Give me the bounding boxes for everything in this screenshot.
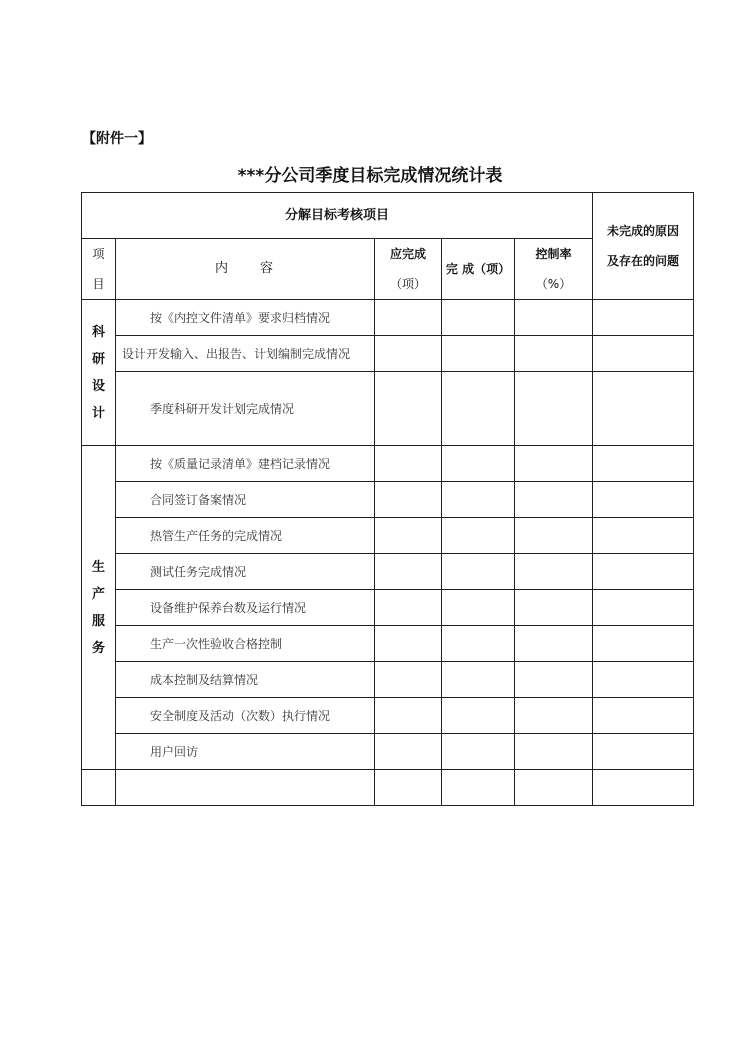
table-row (82, 626, 694, 662)
cell-control-rate[interactable] (515, 300, 593, 336)
cell-should-complete[interactable] (375, 590, 442, 626)
group-label-char: 服 (91, 613, 105, 629)
cell-should-complete[interactable] (375, 482, 442, 518)
header-control-rate (515, 239, 593, 300)
item-content: 季度科研开发计划完成情况 (116, 372, 375, 446)
table-row (82, 482, 694, 518)
cell-reason[interactable] (593, 300, 694, 336)
cell-completed[interactable] (442, 626, 515, 662)
table-row (82, 300, 694, 336)
item-content: 设备维护保养台数及运行情况 (116, 590, 375, 626)
cell-completed[interactable] (442, 698, 515, 734)
header-project-line1: 项 (92, 247, 105, 261)
cell-control-rate[interactable] (515, 698, 593, 734)
cell-completed[interactable] (442, 336, 515, 372)
cell-reason[interactable] (593, 590, 694, 626)
statistics-table (81, 192, 694, 806)
cell-reason[interactable] (593, 372, 694, 446)
cell-control-rate[interactable] (515, 518, 593, 554)
table-row-empty (82, 770, 694, 806)
group-label-production-service (82, 446, 116, 770)
cell-reason[interactable] (593, 698, 694, 734)
group-label-char: 务 (91, 640, 105, 656)
item-content: 成本控制及结算情况 (116, 662, 375, 698)
cell-reason[interactable] (593, 626, 694, 662)
cell-should-complete[interactable] (375, 300, 442, 336)
cell-should-complete[interactable] (375, 336, 442, 372)
cell-completed[interactable] (442, 590, 515, 626)
header-control-rate-line2: （%） (535, 277, 572, 291)
cell-control-rate[interactable] (515, 626, 593, 662)
group-label-char: 生 (91, 559, 105, 575)
table-row (82, 698, 694, 734)
cell-should-complete[interactable] (375, 734, 442, 770)
cell-should-complete[interactable] (375, 554, 442, 590)
cell-reason[interactable] (593, 554, 694, 590)
cell-reason[interactable] (593, 518, 694, 554)
header-row-1 (82, 193, 694, 239)
item-content: 按《质量记录清单》建档记录情况 (116, 446, 375, 482)
group-label-char: 科 (91, 324, 105, 340)
item-content: 设计开发输入、出报告、计划编制完成情况 (116, 336, 375, 372)
table-row (82, 518, 694, 554)
item-content: 安全制度及活动（次数）执行情况 (116, 698, 375, 734)
cell-completed[interactable] (442, 300, 515, 336)
item-content: 合同签订备案情况 (116, 482, 375, 518)
cell-control-rate[interactable] (515, 734, 593, 770)
cell-reason[interactable] (593, 662, 694, 698)
item-content: 按《内控文件清单》要求归档情况 (116, 300, 375, 336)
header-completed: 完 成（项） (442, 239, 515, 300)
cell-completed[interactable] (442, 770, 515, 806)
cell-reason[interactable] (593, 734, 694, 770)
item-content: 用户回访 (116, 734, 375, 770)
item-content: 测试任务完成情况 (116, 554, 375, 590)
cell-should-complete[interactable] (375, 372, 442, 446)
cell-control-rate[interactable] (515, 336, 593, 372)
cell-should-complete[interactable] (375, 626, 442, 662)
table-row (82, 446, 694, 482)
cell-reason[interactable] (593, 770, 694, 806)
cell-completed[interactable] (442, 372, 515, 446)
group-label-char: 研 (91, 351, 105, 367)
cell-control-rate[interactable] (515, 482, 593, 518)
cell-control-rate[interactable] (515, 770, 593, 806)
cell-reason[interactable] (593, 336, 694, 372)
header-control-rate-line1: 控制率 (535, 247, 572, 261)
cell-should-complete[interactable] (375, 698, 442, 734)
header-should-complete-line1: 应完成 (389, 247, 426, 261)
cell-reason[interactable] (593, 482, 694, 518)
cell-reason[interactable] (593, 446, 694, 482)
cell-control-rate[interactable] (515, 554, 593, 590)
item-content: 热管生产任务的完成情况 (116, 518, 375, 554)
header-project (82, 239, 116, 300)
group-label-char: 计 (91, 405, 105, 421)
header-reason-line1: 未完成的原因 (607, 224, 680, 238)
group-label-research-design (82, 300, 116, 446)
table-row (82, 734, 694, 770)
cell-completed[interactable] (442, 518, 515, 554)
header-group-title: 分解目标考核项目 (82, 193, 593, 239)
table-row (82, 662, 694, 698)
group-label-char: 产 (91, 586, 105, 602)
header-content: 内 容 (116, 239, 375, 300)
cell-project[interactable] (82, 770, 116, 806)
table-row (82, 372, 694, 446)
cell-completed[interactable] (442, 554, 515, 590)
cell-control-rate[interactable] (515, 372, 593, 446)
table-row (82, 336, 694, 372)
cell-completed[interactable] (442, 734, 515, 770)
header-should-complete-line2: （项） (389, 277, 426, 291)
cell-should-complete[interactable] (375, 518, 442, 554)
cell-should-complete[interactable] (375, 446, 442, 482)
cell-should-complete[interactable] (375, 662, 442, 698)
cell-content[interactable] (116, 770, 375, 806)
group-label-char: 设 (91, 378, 105, 394)
header-reason (593, 193, 694, 300)
attachment-label: 【附件一】 (82, 131, 152, 147)
table-row (82, 590, 694, 626)
header-reason-line2: 及存在的问题 (607, 254, 680, 268)
cell-completed[interactable] (442, 482, 515, 518)
cell-should-complete[interactable] (375, 770, 442, 806)
header-should-complete (375, 239, 442, 300)
cell-control-rate[interactable] (515, 446, 593, 482)
page-title: ***分公司季度目标完成情况统计表 (237, 166, 503, 186)
cell-control-rate[interactable] (515, 590, 593, 626)
table-row (82, 554, 694, 590)
item-content: 生产一次性验收合格控制 (116, 626, 375, 662)
header-project-line2: 目 (92, 277, 105, 291)
cell-control-rate[interactable] (515, 662, 593, 698)
cell-completed[interactable] (442, 662, 515, 698)
cell-completed[interactable] (442, 446, 515, 482)
